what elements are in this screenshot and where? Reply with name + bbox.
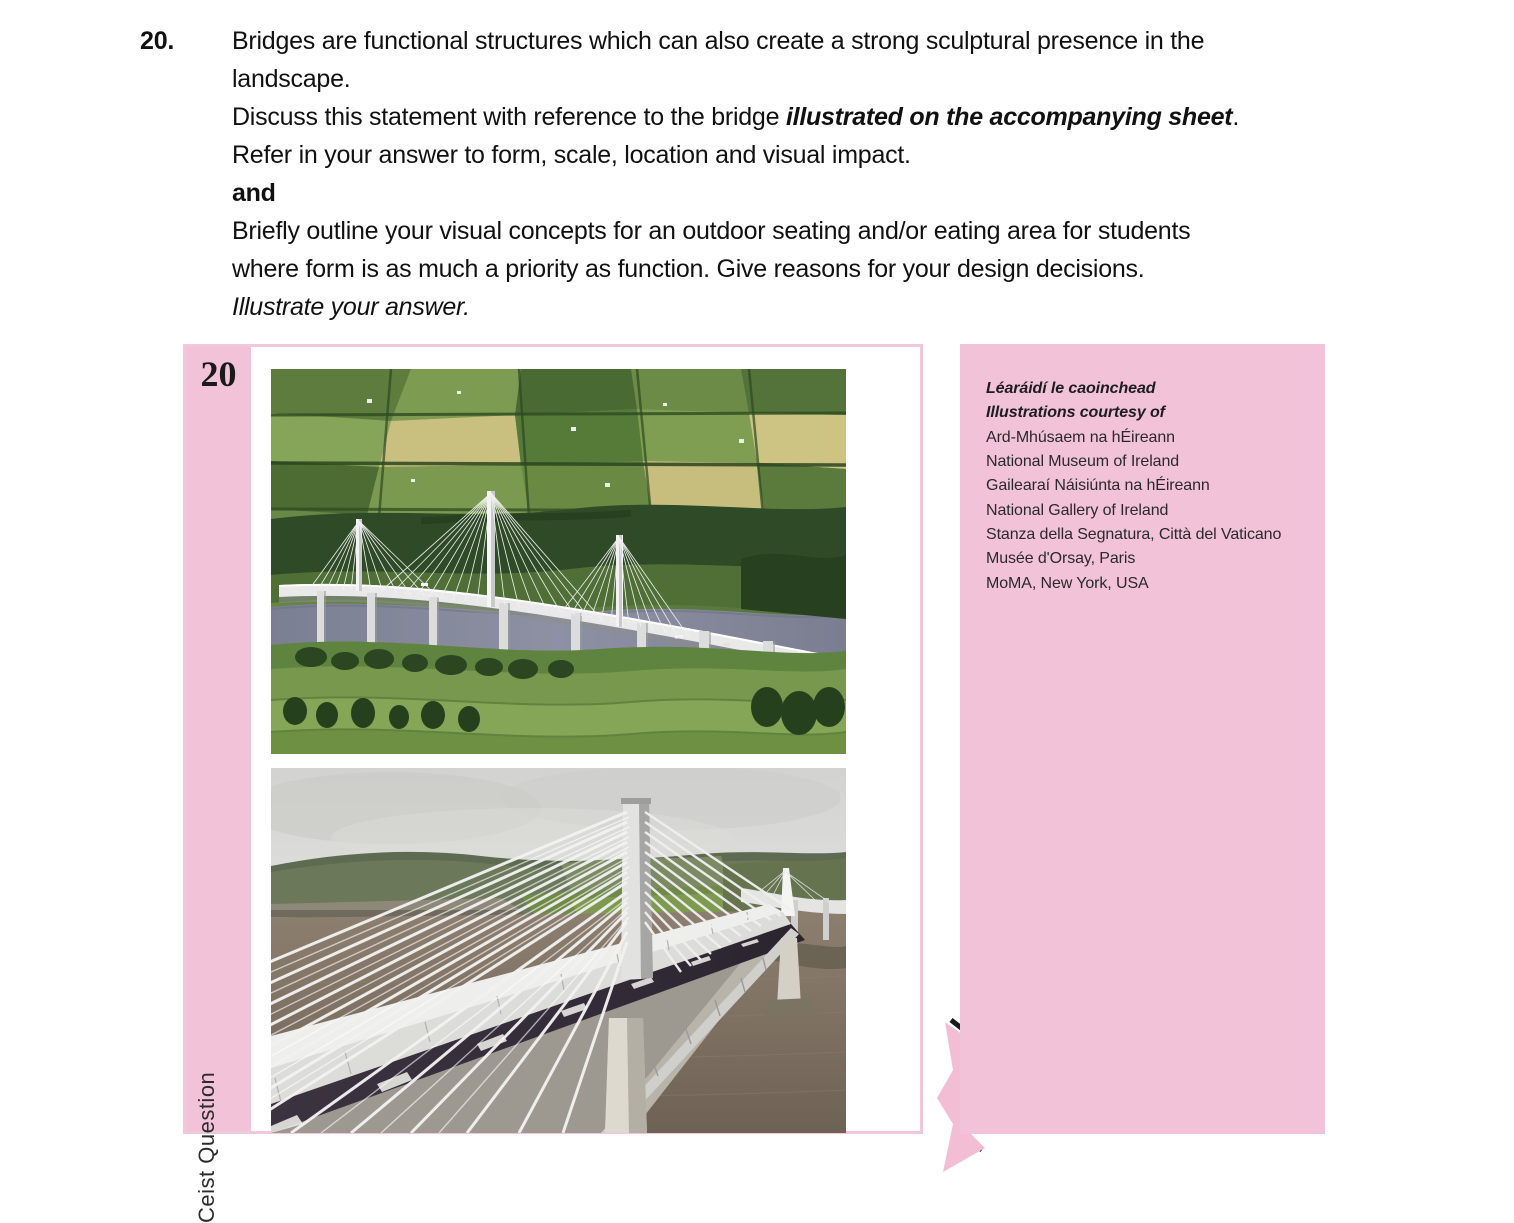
panel-question-number: 20 <box>200 354 237 394</box>
question-line-3 <box>232 98 1380 136</box>
credit-item: Musée d'Orsay, Paris <box>986 550 1136 568</box>
question-conjunction-and: and <box>232 179 276 207</box>
question-block <box>140 22 1380 326</box>
credit-item: Ard-Mhúsaem na hÉireann <box>986 428 1175 446</box>
credits-panel <box>960 344 1325 1134</box>
question-line-2: landscape. <box>232 65 351 93</box>
question-line-3-tail: . <box>1232 103 1240 131</box>
credit-item: Stanza della Segnatura, Città del Vaticano <box>986 525 1282 543</box>
exam-accompanying-sheet-panel <box>183 344 923 1223</box>
question-row <box>140 22 1380 326</box>
question-line-3-emphasis: illustrated on the accompanying sheet <box>785 103 1233 131</box>
question-line-1: Bridges are functional structures which can also create a strong sculptural presence in the <box>232 27 1205 55</box>
panel-spine <box>186 347 251 1223</box>
question-line-3-lead: Discuss this statement with reference to the bridge <box>232 103 786 131</box>
credit-item: National Museum of Ireland <box>986 452 1180 470</box>
question-illustrate-instruction: Illustrate your answer. <box>232 293 470 321</box>
aerial-bridge-photo <box>271 369 846 754</box>
deck-bridge-photo <box>271 768 846 1133</box>
question-line-4: Refer in your answer to form, scale, location and visual impact. <box>232 141 911 169</box>
credit-item: National Gallery of Ireland <box>986 501 1169 519</box>
credits-heading-english: Illustrations courtesy of <box>986 404 1165 422</box>
question-body <box>232 22 1380 326</box>
question-line-6: Briefly outline your visual concepts for an outdoor seating and/or eating area for students <box>232 217 1191 245</box>
credits-heading-irish: Léaráidí le caoinchead <box>986 380 1156 397</box>
credits-list <box>986 377 1306 596</box>
panel-vertical-label: Ceist Question <box>194 1071 219 1223</box>
question-line-7: where form is as much a priority as function. Give reasons for your design decisions. <box>232 255 1145 283</box>
credit-item: Gailearaí Náisiúnta na hÉireann <box>986 477 1210 495</box>
credit-item: MoMA, New York, USA <box>986 574 1149 592</box>
photo-stack <box>271 369 846 1117</box>
question-number: 20. <box>140 27 175 55</box>
figure-area <box>183 344 1328 1223</box>
